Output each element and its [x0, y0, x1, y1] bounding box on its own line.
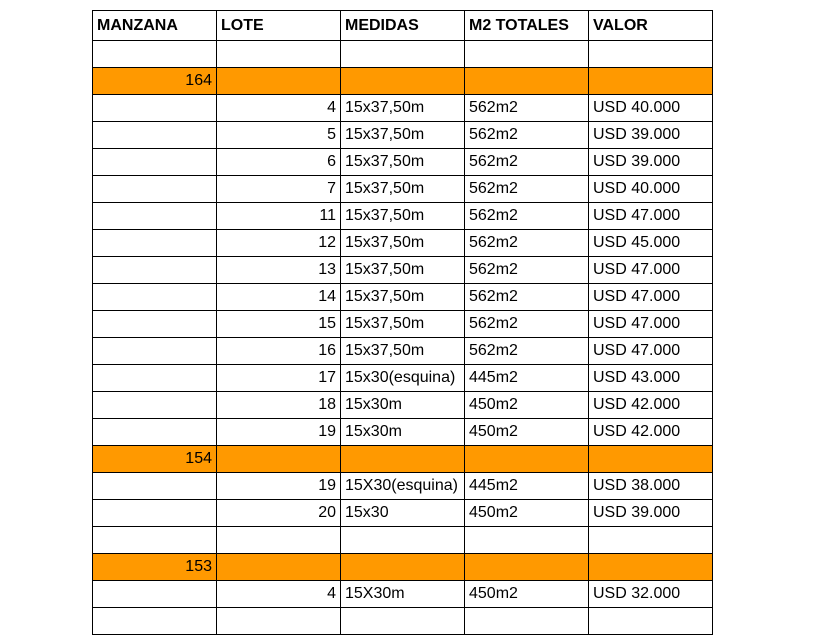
table-row — [93, 230, 713, 257]
m2-cell[interactable]: 445m2 — [465, 473, 589, 500]
valor-cell[interactable] — [589, 608, 713, 635]
manzana-cell[interactable]: 153 — [93, 554, 217, 581]
medidas-cell[interactable]: 15x37,50m — [341, 284, 465, 311]
empty-row — [93, 527, 713, 554]
medidas-cell[interactable]: 15x30 — [341, 500, 465, 527]
lote-cell[interactable]: 18 — [217, 392, 341, 419]
table-row — [93, 392, 713, 419]
manzana-cell[interactable] — [93, 95, 217, 122]
manzana-cell[interactable] — [93, 230, 217, 257]
lote-cell[interactable]: 7 — [217, 176, 341, 203]
medidas-cell[interactable]: 15x37,50m — [341, 176, 465, 203]
manzana-cell[interactable] — [93, 473, 217, 500]
manzana-cell[interactable]: 164 — [93, 68, 217, 95]
medidas-cell[interactable] — [341, 527, 465, 554]
m2-cell[interactable]: 562m2 — [465, 257, 589, 284]
m2-cell[interactable] — [465, 608, 589, 635]
valor-cell[interactable] — [589, 41, 713, 68]
manzana-cell[interactable] — [93, 257, 217, 284]
medidas-cell[interactable]: 15x37,50m — [341, 257, 465, 284]
lote-cell[interactable] — [217, 68, 341, 95]
table-row — [93, 149, 713, 176]
table-row — [93, 284, 713, 311]
manzana-cell[interactable]: 154 — [93, 446, 217, 473]
m2-cell[interactable] — [465, 446, 589, 473]
manzana-cell[interactable] — [93, 203, 217, 230]
table-row — [93, 95, 713, 122]
header-manzana[interactable]: MANZANA — [93, 11, 217, 41]
lote-cell[interactable]: 12 — [217, 230, 341, 257]
manzana-cell[interactable] — [93, 122, 217, 149]
m2-cell[interactable] — [465, 527, 589, 554]
medidas-cell[interactable]: 15x37,50m — [341, 95, 465, 122]
lote-cell[interactable]: 13 — [217, 257, 341, 284]
manzana-cell[interactable] — [93, 608, 217, 635]
table-row — [93, 338, 713, 365]
header-row — [93, 11, 713, 41]
valor-cell[interactable]: USD 47.000 — [589, 284, 713, 311]
lote-cell[interactable]: 20 — [217, 500, 341, 527]
medidas-cell[interactable]: 15x37,50m — [341, 203, 465, 230]
valor-cell[interactable]: USD 47.000 — [589, 257, 713, 284]
lote-cell[interactable]: 6 — [217, 149, 341, 176]
valor-cell[interactable]: USD 47.000 — [589, 203, 713, 230]
lots-table — [92, 10, 713, 635]
table-row — [93, 581, 713, 608]
m2-cell[interactable]: 562m2 — [465, 95, 589, 122]
medidas-cell[interactable]: 15X30m — [341, 581, 465, 608]
valor-cell[interactable]: USD 40.000 — [589, 176, 713, 203]
lote-cell[interactable]: 11 — [217, 203, 341, 230]
m2-cell[interactable]: 562m2 — [465, 203, 589, 230]
m2-cell[interactable]: 450m2 — [465, 581, 589, 608]
valor-cell[interactable]: USD 42.000 — [589, 419, 713, 446]
manzana-cell[interactable] — [93, 176, 217, 203]
lote-cell[interactable]: 4 — [217, 581, 341, 608]
table-body — [93, 41, 713, 635]
medidas-cell[interactable] — [341, 68, 465, 95]
m2-cell[interactable]: 450m2 — [465, 392, 589, 419]
valor-cell[interactable]: USD 32.000 — [589, 581, 713, 608]
header-m2-totales[interactable]: M2 TOTALES — [465, 11, 589, 41]
m2-cell[interactable] — [465, 41, 589, 68]
header-lote[interactable]: LOTE — [217, 11, 341, 41]
manzana-cell[interactable] — [93, 392, 217, 419]
medidas-cell[interactable]: 15x37,50m — [341, 149, 465, 176]
medidas-cell[interactable] — [341, 608, 465, 635]
manzana-cell[interactable] — [93, 527, 217, 554]
manzana-group-row — [93, 68, 713, 95]
valor-cell[interactable]: USD 38.000 — [589, 473, 713, 500]
lote-cell[interactable] — [217, 554, 341, 581]
m2-cell[interactable]: 562m2 — [465, 122, 589, 149]
valor-cell[interactable] — [589, 554, 713, 581]
valor-cell[interactable]: USD 39.000 — [589, 122, 713, 149]
m2-cell[interactable]: 562m2 — [465, 176, 589, 203]
valor-cell[interactable] — [589, 446, 713, 473]
medidas-cell[interactable]: 15x37,50m — [341, 230, 465, 257]
manzana-cell[interactable] — [93, 338, 217, 365]
m2-cell[interactable]: 445m2 — [465, 365, 589, 392]
valor-cell[interactable]: USD 42.000 — [589, 392, 713, 419]
manzana-cell[interactable] — [93, 284, 217, 311]
manzana-cell[interactable] — [93, 365, 217, 392]
medidas-cell[interactable]: 15x37,50m — [341, 311, 465, 338]
lote-cell[interactable]: 14 — [217, 284, 341, 311]
manzana-group-row — [93, 446, 713, 473]
valor-cell[interactable]: USD 45.000 — [589, 230, 713, 257]
medidas-cell[interactable] — [341, 554, 465, 581]
empty-row — [93, 608, 713, 635]
lote-cell[interactable]: 17 — [217, 365, 341, 392]
manzana-cell[interactable] — [93, 500, 217, 527]
table-row — [93, 419, 713, 446]
header-medidas[interactable]: MEDIDAS — [341, 11, 465, 41]
lote-cell[interactable]: 19 — [217, 419, 341, 446]
lote-cell[interactable]: 5 — [217, 122, 341, 149]
m2-cell[interactable] — [465, 68, 589, 95]
table-row — [93, 203, 713, 230]
lote-cell[interactable] — [217, 41, 341, 68]
m2-cell[interactable]: 450m2 — [465, 500, 589, 527]
medidas-cell[interactable]: 15x37,50m — [341, 122, 465, 149]
m2-cell[interactable]: 562m2 — [465, 338, 589, 365]
empty-row — [93, 41, 713, 68]
table-row — [93, 257, 713, 284]
valor-cell[interactable]: USD 43.000 — [589, 365, 713, 392]
manzana-group-row — [93, 554, 713, 581]
table-row — [93, 500, 713, 527]
medidas-cell[interactable]: 15x30(esquina) — [341, 365, 465, 392]
medidas-cell[interactable]: 15x30m — [341, 392, 465, 419]
medidas-cell[interactable]: 15x30m — [341, 419, 465, 446]
manzana-cell[interactable] — [93, 41, 217, 68]
medidas-cell[interactable]: 15X30(esquina) — [341, 473, 465, 500]
m2-cell[interactable]: 562m2 — [465, 230, 589, 257]
valor-cell[interactable]: USD 40.000 — [589, 95, 713, 122]
medidas-cell[interactable]: 15x37,50m — [341, 338, 465, 365]
m2-cell[interactable]: 450m2 — [465, 419, 589, 446]
table-row — [93, 311, 713, 338]
valor-cell[interactable]: USD 39.000 — [589, 500, 713, 527]
medidas-cell[interactable] — [341, 446, 465, 473]
lote-cell[interactable] — [217, 446, 341, 473]
valor-cell[interactable]: USD 47.000 — [589, 311, 713, 338]
medidas-cell[interactable] — [341, 41, 465, 68]
valor-cell[interactable]: USD 39.000 — [589, 149, 713, 176]
valor-cell[interactable] — [589, 527, 713, 554]
lote-cell[interactable]: 16 — [217, 338, 341, 365]
manzana-cell[interactable] — [93, 311, 217, 338]
manzana-cell[interactable] — [93, 419, 217, 446]
m2-cell[interactable]: 562m2 — [465, 284, 589, 311]
lote-cell[interactable]: 4 — [217, 95, 341, 122]
header-valor[interactable]: VALOR — [589, 11, 713, 41]
manzana-cell[interactable] — [93, 149, 217, 176]
lote-cell[interactable] — [217, 608, 341, 635]
table-row — [93, 122, 713, 149]
lote-cell[interactable] — [217, 527, 341, 554]
lote-cell[interactable]: 19 — [217, 473, 341, 500]
table-row — [93, 473, 713, 500]
table-row — [93, 176, 713, 203]
lote-cell[interactable]: 15 — [217, 311, 341, 338]
manzana-cell[interactable] — [93, 581, 217, 608]
m2-cell[interactable] — [465, 554, 589, 581]
valor-cell[interactable] — [589, 68, 713, 95]
table-row — [93, 365, 713, 392]
valor-cell[interactable]: USD 47.000 — [589, 338, 713, 365]
m2-cell[interactable]: 562m2 — [465, 149, 589, 176]
m2-cell[interactable]: 562m2 — [465, 311, 589, 338]
